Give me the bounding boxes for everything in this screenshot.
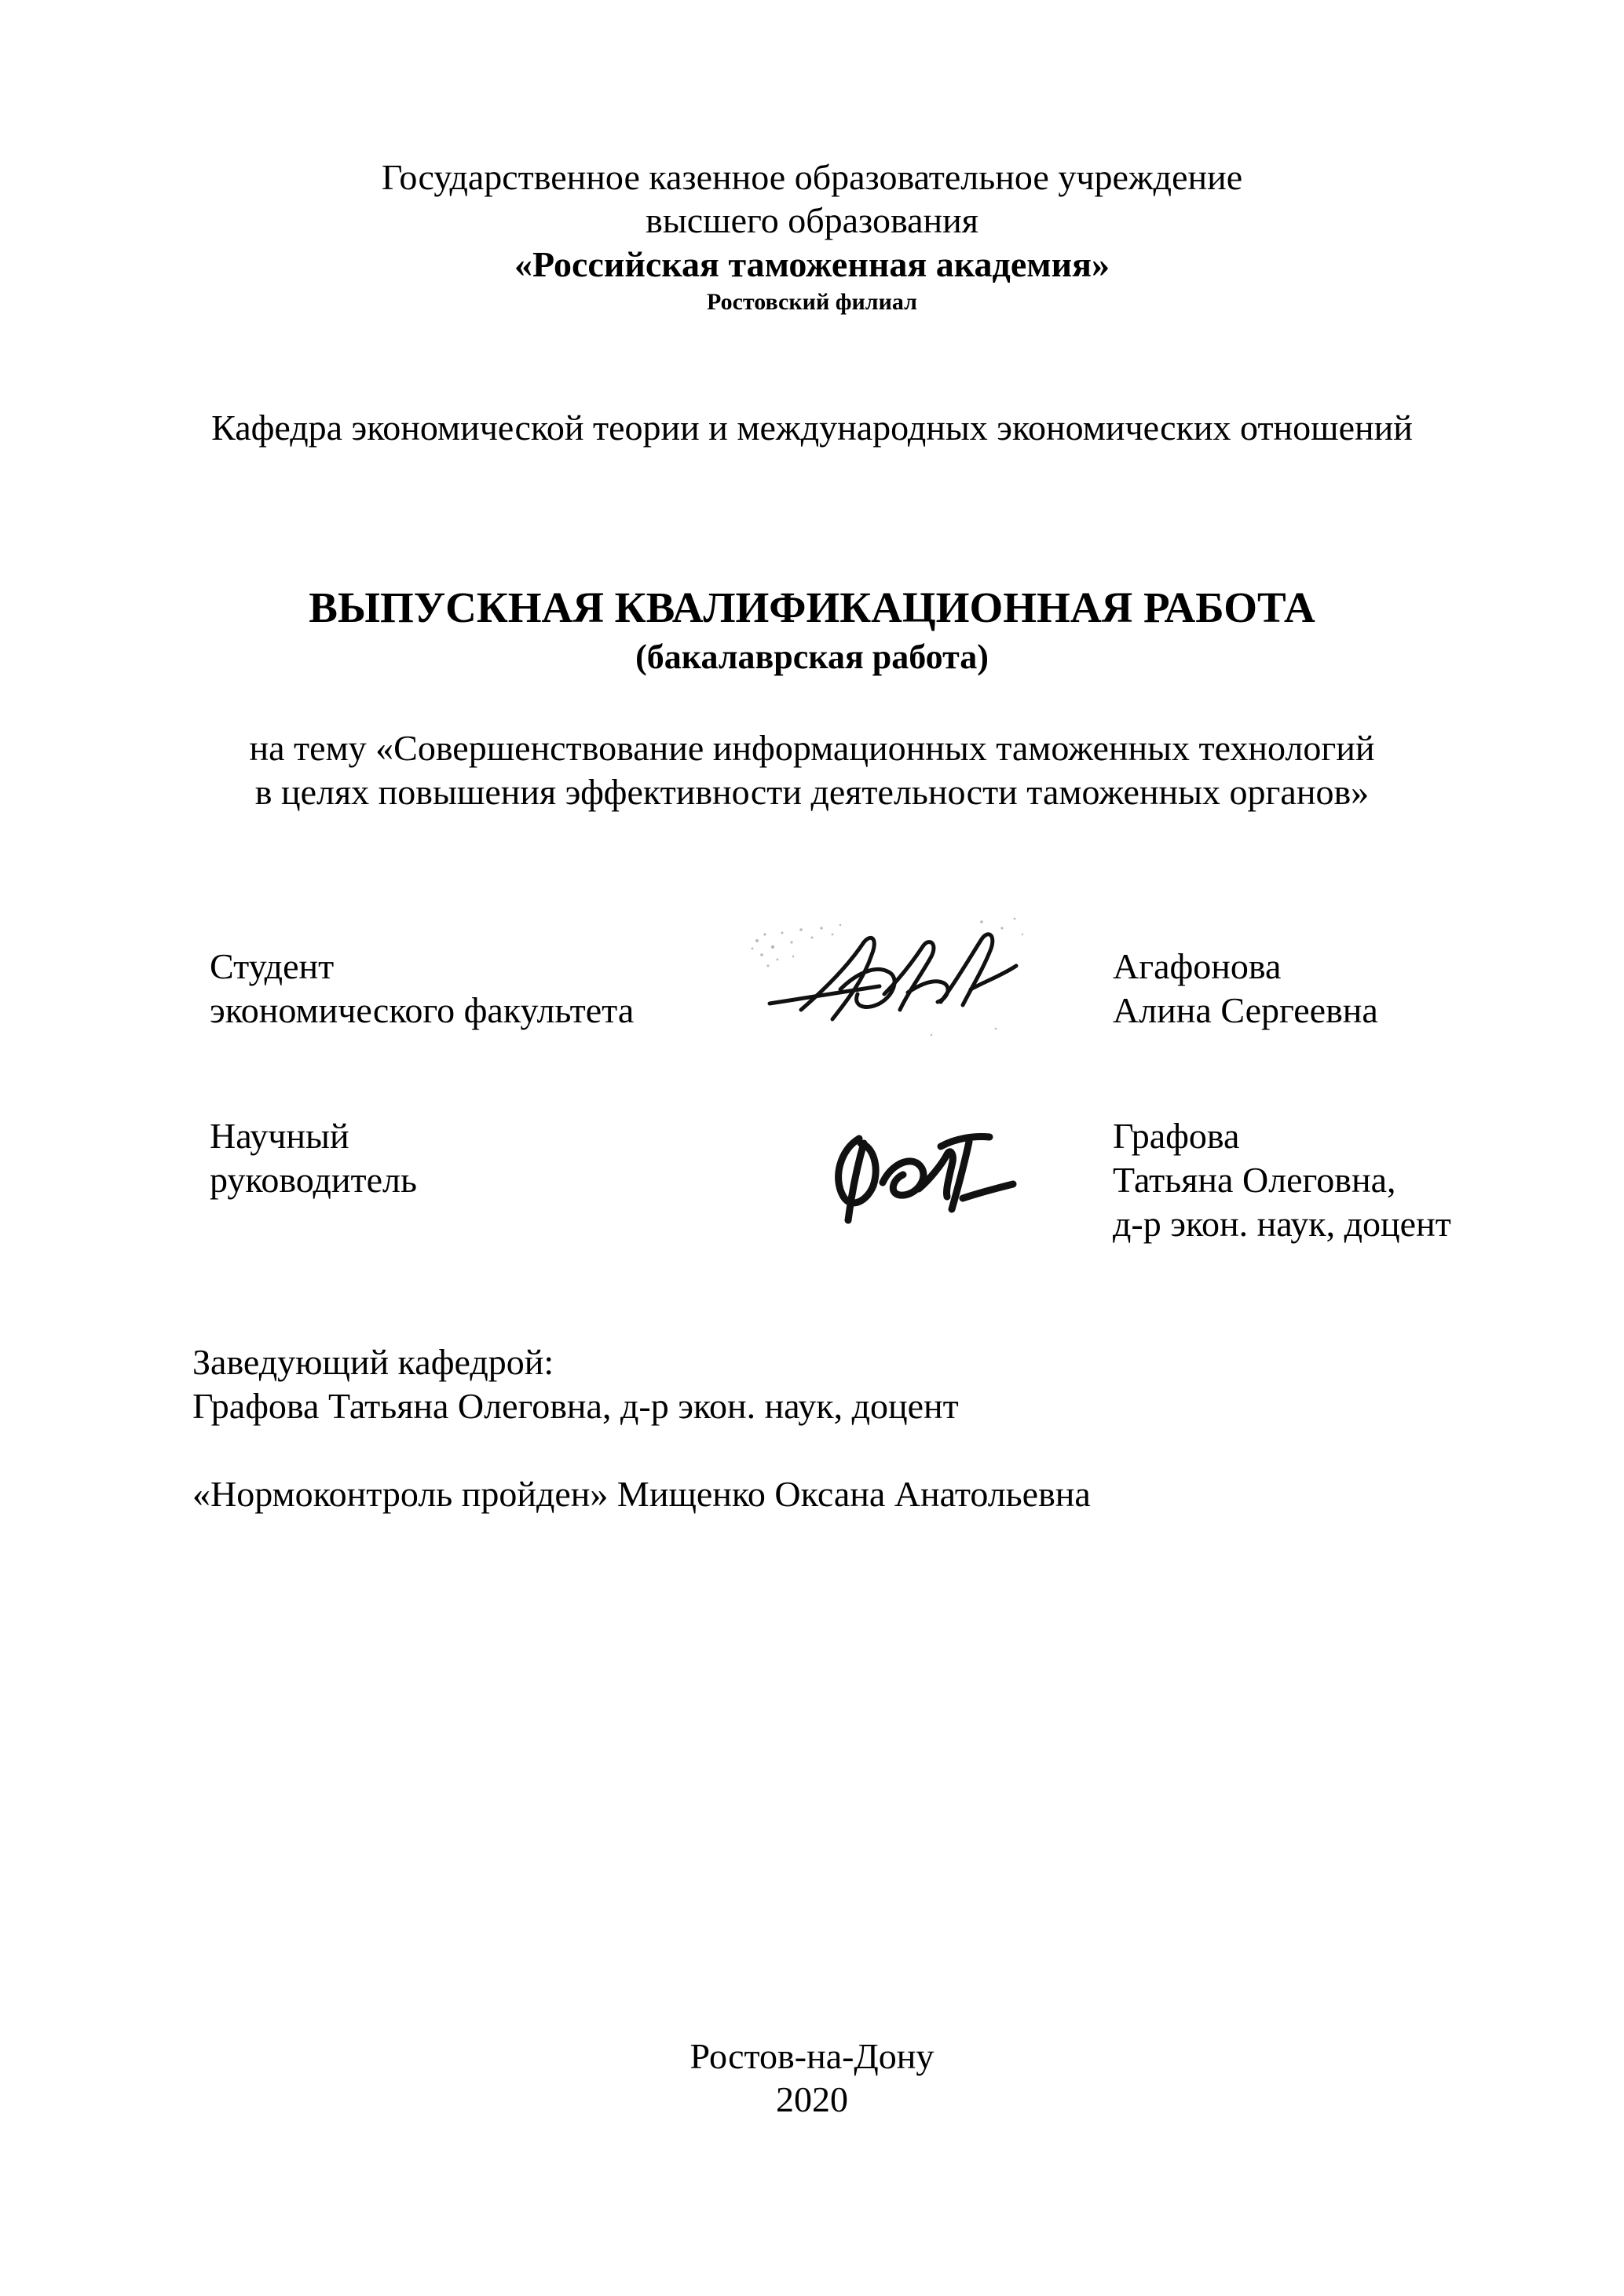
student-role-line-1: Студент <box>210 946 335 986</box>
year: 2020 <box>776 2079 848 2119</box>
work-subtitle: (бакалаврская работа) <box>635 638 989 676</box>
supervisor-name-line-1: Графова <box>1113 1116 1240 1156</box>
normcontrol-note: «Нормоконтроль пройден» Мищенко Оксана Анатольевна <box>192 1474 1091 1514</box>
student-role-line-2: экономического факультета <box>210 990 635 1030</box>
student-signature <box>746 911 1052 1052</box>
supervisor-signature <box>817 1115 1021 1233</box>
department-name: Кафедра экономической теории и международных экономических отношений <box>211 408 1413 448</box>
supervisor-name-line-2: Татьяна Олеговна, <box>1113 1160 1396 1200</box>
topic-line-1: на тему «Совершенствование информационных таможенных технологий <box>249 728 1375 768</box>
academy-name: «Российская таможенная академия» <box>514 244 1110 284</box>
supervisor-name-line-3: д-р экон. наук, доцент <box>1113 1204 1451 1244</box>
supervisor-role-line-2: руководитель <box>210 1160 417 1200</box>
supervisor-role-line-1: Научный <box>210 1116 349 1156</box>
work-title: ВЫПУСКНАЯ КВАЛИФИКАЦИОННАЯ РАБОТА <box>309 583 1315 631</box>
institution-level: высшего образования <box>646 200 978 240</box>
head-of-department-name: Графова Татьяна Олеговна, д-р экон. наук, доцент <box>192 1386 959 1426</box>
head-of-department-label: Заведующий кафедрой: <box>192 1342 554 1382</box>
student-name-line-1: Агафонова <box>1113 946 1282 986</box>
student-name-line-2: Алина Сергеевна <box>1113 990 1378 1030</box>
topic-line-2: в целях повышения эффективности деятельности таможенных органов» <box>254 772 1370 812</box>
institution-type: Государственное казенное образовательное учреждение <box>381 157 1243 197</box>
branch-name: Ростовский филиал <box>707 289 917 315</box>
city: Ростов-на-Дону <box>689 2036 935 2076</box>
